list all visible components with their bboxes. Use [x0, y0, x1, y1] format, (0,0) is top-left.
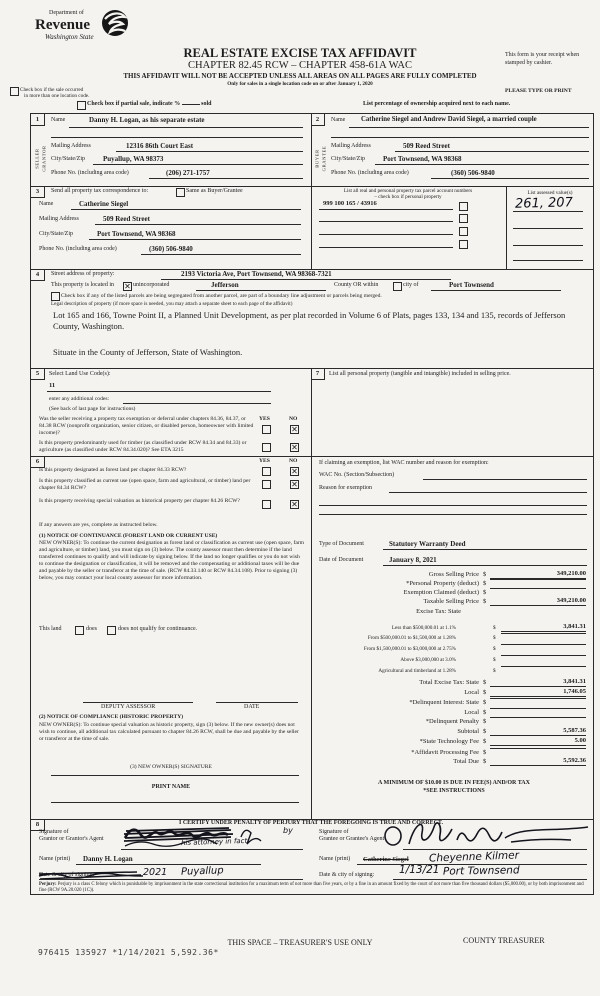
- minimum-note: A MINIMUM OF $10.00 IS DUE IN FEE(S) AND/OR TAX: [378, 780, 530, 786]
- deputy-assessor-line[interactable]: [83, 694, 193, 703]
- buyer-mailing-line: [395, 142, 589, 152]
- divider: [311, 114, 312, 269]
- see-back-note: (See back of last page for instructions): [49, 406, 136, 412]
- s6-question-2: Is this property classified as current use (open space, farm and agricultural, or timber) land per chapter 84.34 RCW?: [39, 478, 251, 491]
- checkbox-does-not-qualify[interactable]: [107, 626, 116, 635]
- grantor-date-city-label: Date & city of signing:: [39, 872, 95, 878]
- s3-mailing-line: [95, 215, 301, 225]
- form-warning: THIS AFFIDAVIT WILL NOT BE ACCEPTED UNLESS ALL AREAS ON ALL PAGES ARE FULLY COMPLETED: [123, 72, 477, 80]
- percent-blank-line: [182, 104, 200, 105]
- checkbox-unincorporated[interactable]: [123, 282, 132, 291]
- county-line: [196, 281, 326, 291]
- legal-desc-label: Legal description of property (if more space is needed, you may attach a separate sheet to each page of the affidavit): [51, 301, 293, 307]
- fee-label: Exemption Claimed (deduct): [403, 589, 479, 596]
- s5-question-2: Is this property predominantly used for timber (as classified under RCW 84.34 and 84.33) or agriculture (as classified under RCW 84.34.020)? See ETA 3215: [39, 440, 247, 453]
- dollar-sign: $: [493, 646, 496, 652]
- county-value: Jefferson: [211, 281, 239, 289]
- see-instructions-note: *SEE INSTRUCTIONS: [423, 788, 485, 794]
- attorney-in-fact-note: his attorney in fact: [180, 836, 248, 848]
- assessor-date-label: DATE: [244, 704, 260, 710]
- parcels-heading-1: List all real and personal property tax parcel account numbers: [343, 188, 473, 194]
- check-x-icon: ✕: [291, 425, 298, 434]
- seller-city-line: [93, 155, 303, 165]
- s3-phone-line: [141, 245, 301, 255]
- assessed-line-2: [513, 219, 583, 229]
- form-only-note: Only for sales in a single location code on or after January 1, 2020: [227, 80, 373, 87]
- grantor-name-print-label: Name (print): [39, 856, 71, 862]
- logo-washington-state: Washington State: [45, 32, 94, 41]
- doc-type-line: [383, 540, 587, 550]
- cb-partial-label: Check box if partial sale, indicate %: [87, 101, 181, 107]
- checkbox-multiple-location[interactable]: [10, 87, 19, 96]
- grantor-city-hand: Puyallup: [180, 865, 224, 878]
- check-x-icon: ✕: [291, 480, 298, 489]
- parcel-line-1: [319, 200, 453, 210]
- ownership-note: List percentage of ownership acquired next to each name.: [363, 101, 511, 107]
- check-x-icon: ✕: [291, 500, 298, 509]
- same-as-label: Same as Buyer/Grantee: [186, 188, 243, 194]
- total-value: [490, 708, 586, 709]
- type-or-print: PLEASE TYPE OR PRINT: [505, 88, 572, 94]
- assessor-date-line[interactable]: [216, 694, 298, 703]
- fee-value: [490, 588, 586, 589]
- dollar-sign: $: [483, 679, 487, 686]
- buyer-name-label: Name: [331, 117, 346, 123]
- cb-partial-sold: sold: [201, 101, 212, 107]
- checkbox-s6q3-yes[interactable]: [262, 500, 271, 509]
- check-x-icon: ✕: [291, 467, 298, 476]
- rate-label: Agricultural and timberland at 1.28%: [378, 668, 456, 674]
- s3-name-line: [71, 200, 301, 210]
- section3-heading: Send all property tax correspondence to:: [51, 188, 149, 194]
- grantee-name-hand: Cheyenne Kilmer: [428, 849, 520, 865]
- grantee-signature-scribble: [383, 816, 593, 850]
- fee-label: Taxable Selling Price: [423, 598, 479, 605]
- s3-name-value: Catherine Siegel: [79, 200, 129, 208]
- buyer-phone-line: [431, 169, 589, 179]
- checkbox-s5q1-no[interactable]: [290, 425, 299, 434]
- treasurer-space-label: THIS SPACE – TREASURER'S USE ONLY: [227, 938, 373, 947]
- checkbox-partial-sale[interactable]: [77, 101, 86, 110]
- form-title: REAL ESTATE EXCISE TAX AFFIDAVIT: [183, 46, 417, 60]
- s6-no-header: NO: [289, 458, 298, 464]
- reason-label: Reason for exemption: [319, 485, 372, 491]
- total-label: *State Technology Fee: [419, 738, 479, 745]
- total-value: 3,841.31: [490, 678, 586, 687]
- notice2-text: NEW OWNER(S): To continue special valuation as historic property, sign (3) below. If the new owner(s) does not wish to continue, all additional tax calculated pursuant to chapter 84.26 RCW, shall be due and payable by the seller or transferor at the time of sale.: [39, 722, 299, 742]
- dollar-sign: $: [483, 699, 487, 706]
- total-label: *Delinquent Penalty: [425, 718, 479, 725]
- dollar-sign: $: [483, 598, 487, 605]
- notice2-title: (2) NOTICE OF COMPLIANCE (HISTORIC PROPERTY): [39, 714, 184, 720]
- total-label: *Affidavit Processing Fee: [411, 749, 479, 756]
- grantee-name-line: [357, 855, 587, 865]
- cb-location-text-2: in more than one location code.: [24, 93, 90, 99]
- total-value: 5,587.36: [490, 727, 586, 736]
- doc-date-line: [383, 556, 587, 566]
- section-8-number: 8: [31, 819, 45, 831]
- checkbox-s6q1-no[interactable]: [290, 467, 299, 476]
- form-subtitle: CHAPTER 82.45 RCW – CHAPTER 458-61A WAC: [188, 60, 412, 71]
- dollar-sign: $: [483, 709, 487, 716]
- wac-line[interactable]: [423, 471, 587, 480]
- checkbox-personal-property-3[interactable]: [459, 227, 468, 236]
- buyer-phone-label: Phone No. (including area code): [331, 170, 409, 176]
- check-x-icon: ✕: [291, 443, 298, 452]
- dollar-sign: $: [483, 589, 487, 596]
- street-value: 2193 Victoria Ave, Port Townsend, WA 98368-7321: [181, 270, 332, 278]
- divider: [31, 456, 593, 457]
- rate-value: [501, 655, 586, 656]
- seller-name-line-2: [51, 127, 303, 138]
- divider: [506, 186, 507, 269]
- s3-mailing-value: 509 Reed Street: [103, 215, 150, 223]
- wac-label: WAC No. (Section/Subsection): [319, 472, 395, 478]
- dollar-sign: $: [483, 758, 487, 765]
- s5-yes-header: YES: [259, 416, 270, 422]
- parcel-line-2: [319, 212, 453, 222]
- additional-codes-line: [123, 395, 271, 404]
- dor-swirl-icon: [100, 8, 130, 38]
- fee-value: [490, 579, 586, 580]
- rate-value: [501, 666, 586, 667]
- fee-label: *Personal Property (deduct): [406, 580, 479, 587]
- parcels-heading-2: – check box if personal property: [374, 194, 442, 200]
- divider: [31, 186, 593, 187]
- checkbox-s6q2-yes[interactable]: [262, 480, 271, 489]
- fee-value: 349,210.00: [490, 597, 586, 606]
- s3-city-label: City/State/Zip: [39, 231, 73, 237]
- doc-date-label: Date of Document: [319, 557, 364, 563]
- checkbox-s6q2-no[interactable]: [290, 480, 299, 489]
- checkbox-city-of[interactable]: [393, 282, 402, 291]
- rate-value: 3,841.31: [501, 623, 586, 632]
- cb-partial-text: [87, 101, 212, 109]
- grantor-sig-label-2: Grantor or Grantor's Agent: [39, 836, 104, 842]
- checkbox-s6q3-no[interactable]: [290, 500, 299, 509]
- total-value: [490, 717, 586, 718]
- checkbox-segregated[interactable]: [51, 292, 60, 301]
- total-value: 1,746.05: [490, 688, 586, 697]
- dollar-sign: $: [493, 657, 496, 663]
- by-note: by: [283, 826, 293, 835]
- seller-phone-line: [149, 169, 303, 179]
- seller-mailing-value: 12316 86th Court East: [126, 142, 194, 150]
- assessed-value-1: 261, 207: [514, 195, 574, 212]
- if-yes-note: If any answers are yes, complete as instructed below.: [39, 522, 158, 528]
- city-line: [431, 281, 561, 291]
- excise-state-header: Excise Tax: State: [416, 608, 461, 615]
- assessed-line-4: [513, 251, 583, 261]
- notice1-title: (1) NOTICE OF CONTINUANCE (FOREST LAND OR CURRENT USE): [39, 533, 218, 539]
- s5-question-1: Was the seller receiving a property tax exemption or deferral under chapters 84.36, 84.37, or 84.38 RCW (nonprofit organization, senior citizen, or disabled person, homeowner with limited income)?: [39, 416, 254, 436]
- form-title-block: [60, 46, 540, 87]
- checkbox-s5q1-yes[interactable]: [262, 425, 271, 434]
- reason-line-3[interactable]: [319, 506, 587, 515]
- print-name-line[interactable]: [51, 794, 299, 803]
- land-use-line: [47, 382, 271, 392]
- grantee-name-print-label: Name (print): [319, 856, 351, 862]
- seller-name-label: Name: [51, 117, 66, 123]
- assessed-heading: List assessed value(s): [527, 190, 573, 196]
- logo-dept-of: Department of: [49, 10, 84, 16]
- street-label: Street address of property:: [51, 271, 115, 277]
- dollar-sign: $: [483, 571, 487, 578]
- checkbox-does-qualify[interactable]: [75, 626, 84, 635]
- does-label: does: [86, 626, 97, 632]
- total-value: 5,592.36: [490, 757, 586, 766]
- grantor-sig-label-1: Signature of: [39, 829, 69, 835]
- grantor-date-line[interactable]: [39, 869, 303, 880]
- parcel-line-3: [319, 225, 453, 235]
- county-treasurer-label: COUNTY TREASURER: [463, 936, 545, 945]
- s6-question-1: Is this property designated as forest land per chapter 84.33 RCW?: [39, 467, 187, 473]
- affidavit-form: [30, 113, 594, 895]
- dollar-sign: $: [483, 738, 487, 745]
- buyer-mailing-value: 509 Reed Street: [403, 142, 450, 150]
- s3-mailing-label: Mailing Address: [39, 216, 79, 222]
- grantor-name-print: Danny H. Logan: [83, 855, 133, 863]
- certify-statement: I CERTIFY UNDER PENALTY OF PERJURY THAT THE FOREGOING IS TRUE AND CORRECT.: [178, 820, 443, 826]
- seller-phone-label: Phone No. (including area code): [51, 170, 129, 176]
- grantee-name-typed: Catherine Siegel: [363, 856, 409, 863]
- city-value: Port Townsend: [449, 281, 494, 289]
- rate-label: Above $3,000,000 at 3.0%: [400, 657, 456, 663]
- doc-type-label: Type of Document: [319, 541, 364, 547]
- section-2-number: 2: [311, 114, 325, 126]
- assessed-line-1: [513, 202, 583, 212]
- dollar-sign: $: [483, 718, 487, 725]
- parcel-line-4: [319, 238, 453, 248]
- section-7-number: 7: [311, 368, 325, 380]
- total-label: Total Excise Tax: State: [419, 679, 479, 686]
- section-5-number: 5: [31, 368, 45, 380]
- unincorporated-label: unincorporated: [133, 282, 170, 288]
- s3-name-label: Name: [39, 201, 54, 207]
- county-or-label: County OR within: [334, 282, 379, 288]
- land-use-label: Select Land Use Code(s):: [49, 371, 111, 377]
- exemption-heading: If claiming an exemption, list WAC number and reason for exemption:: [319, 460, 489, 466]
- new-owners-signature-line[interactable]: [51, 767, 299, 776]
- total-label: *Delinquent Interest: State: [409, 699, 479, 706]
- rate-label: From $500,000.01 to $1,500,000 at 1.28%: [367, 635, 456, 641]
- receipt-note: This form is your receipt when stamped by cashier.: [505, 52, 580, 66]
- notice1-text: NEW OWNER(S): To continue the current designation as forest land or classification as current use (open space, farm and agriculture, or timber) land, you must sign on (3) below. The county assessor must then determine if the land transferred continues to qualify and will indicate by signing below. If the land no longer qualifies or you do not wish to continue the designation or classification, it will be removed and the compensating or additional taxes will be due and payable by the seller or transferor at the time of sale. (RCW 84.33.140 or RCW 84.34.108). Prior to signing (3) below, you may contact your local county assessor for more information.: [39, 540, 305, 581]
- deputy-assessor-label: DEPUTY ASSESSOR: [101, 704, 156, 710]
- new-owners-signature-label: (3) NEW OWNER(S) SIGNATURE: [130, 764, 212, 770]
- total-value: [490, 748, 586, 749]
- grantor-date-hand: 2021: [143, 867, 168, 878]
- checkbox-same-as-buyer[interactable]: [176, 188, 185, 197]
- segregated-text: Check box if any of the listed parcels are being segregated from another parcel, are part of a boundary line adjustment or parcels being merged.: [61, 293, 382, 299]
- dollar-sign: $: [493, 625, 496, 631]
- s3-phone-label: Phone No. (including area code): [39, 246, 117, 252]
- grantee-city-hand: Port Townsend: [442, 864, 520, 878]
- parcel-number-1: 999 100 165 / 43916: [323, 200, 377, 207]
- seller-phone-value: (206) 271-1757: [166, 169, 210, 177]
- rate-value: [501, 644, 586, 645]
- personal-property-text: List all personal property (tangible and intangible) included in selling price.: [329, 371, 511, 377]
- section-1-number: 1: [31, 114, 45, 126]
- assessed-line-3: [513, 236, 583, 246]
- s3-city-line: [89, 230, 301, 240]
- land-qualify-pre: This land: [39, 626, 62, 632]
- doc-date-value: January 8, 2021: [389, 556, 437, 564]
- s3-phone-value: (360) 506-9840: [149, 245, 193, 253]
- rate-value: [501, 633, 586, 634]
- seller-mailing-label: Mailing Address: [51, 143, 91, 149]
- street-line: [161, 270, 451, 280]
- total-value: 5.00: [490, 737, 586, 746]
- grantee-date-line[interactable]: [393, 869, 587, 880]
- doc-type-value: Statutory Warranty Deed: [389, 540, 466, 548]
- seller-side-label: SELLER: [34, 148, 40, 169]
- buyer-side-label: BUYER: [314, 149, 320, 168]
- section-4-number: 4: [31, 269, 45, 281]
- does-not-label: does not qualify for continuance.: [118, 626, 198, 632]
- total-label: Total Due: [453, 758, 479, 765]
- land-use-code: 11: [49, 382, 56, 389]
- dollar-sign: $: [483, 749, 487, 756]
- total-label: Local: [464, 709, 479, 716]
- section-6-number: 6: [31, 456, 45, 468]
- print-name-label: PRINT NAME: [151, 784, 191, 790]
- city-of-label: city of: [403, 282, 419, 288]
- buyer-phone-value: (360) 506-9840: [451, 169, 495, 177]
- checkbox-personal-property-2[interactable]: [459, 214, 468, 223]
- total-value: [490, 698, 586, 699]
- section-3-number: 3: [31, 186, 45, 198]
- cb-location-text-1: Check box if the sale occurred: [20, 87, 84, 93]
- perjury-lead: Perjury:: [39, 882, 57, 887]
- situate-text: Situate in the County of Jefferson, State of Washington.: [53, 347, 243, 357]
- checkbox-personal-property-1[interactable]: [459, 202, 468, 211]
- buyer-mailing-label: Mailing Address: [331, 143, 371, 149]
- total-label: Subtotal: [457, 728, 479, 735]
- rate-label: From $1,500,000.01 to $3,000,000 at 2.75%: [363, 646, 456, 652]
- checkbox-s5q2-no[interactable]: [290, 443, 299, 452]
- grantee-date-hand: 1/13/21: [399, 864, 440, 876]
- buyer-city-label: City/State/Zip: [331, 156, 365, 162]
- checkbox-personal-property-4[interactable]: [459, 240, 468, 249]
- dor-logo: [35, 10, 94, 41]
- grantee-sig-label-1: Signature of: [319, 829, 349, 835]
- buyer-city-value: Port Townsend, WA 98368: [383, 155, 462, 163]
- s6-question-3: Is this property receiving special valuation as historical property per chapter 84.26 RCW?: [39, 498, 240, 504]
- rate-label: Less than $500,000.01 at 1.1%: [391, 625, 456, 631]
- check-x-icon: ✕: [124, 282, 131, 291]
- fee-label: Gross Selling Price: [428, 571, 479, 578]
- reason-line-2[interactable]: [319, 497, 587, 506]
- legal-description: Lot 165 and 166, Towne Point II, a Planned Unit Development, as per plat recorded in Volume 6 of Plats, pages 133, 134 and 135, records of Jefferson County, Washington.: [53, 310, 566, 331]
- dollar-sign: $: [493, 635, 496, 641]
- buyer-city-line: [375, 155, 589, 165]
- buyer-name-value: Catherine Siegel and Andrew David Siegel, a married couple: [361, 116, 537, 123]
- s3-city-value: Port Townsend, WA 98368: [97, 230, 176, 238]
- perjury-statement: [39, 882, 587, 894]
- seller-name-value: Danny H. Logan, as his separate estate: [89, 116, 205, 124]
- dollar-sign: $: [493, 668, 496, 674]
- seller-city-label: City/State/Zip: [51, 156, 85, 162]
- checkbox-s5q2-yes[interactable]: [262, 443, 271, 452]
- grantor-name-line: [76, 855, 261, 865]
- grantor-side-label: GRANTOR: [41, 145, 47, 172]
- s5-no-header: NO: [289, 416, 298, 422]
- dollar-sign: $: [483, 728, 487, 735]
- treasurer-stamp: 976415 135927 *1/14/2021 5,592.36*: [38, 948, 219, 957]
- perjury-text: Perjury is a class C felony which is punishable by imprisonment in the state correctional institution for a maximum term of not more than five years, or by a fine in an amount fixed by the court of not more than five thousand dollars ($5,000.00), or by both imprisonment and fine (RCW 9A.20.020 (1C)).: [39, 882, 584, 893]
- additional-codes-label: enter any additional codes:: [49, 396, 110, 402]
- grantee-sig-label-2: Grantee or Grantee's Agent: [319, 836, 385, 842]
- dollar-sign: $: [483, 689, 487, 696]
- buyer-name-line-2: [331, 127, 589, 138]
- s6-yes-header: YES: [259, 458, 270, 464]
- fee-value: 349,210.00: [490, 570, 586, 579]
- grantee-side-label: GRANTEE: [321, 145, 327, 172]
- located-pre: This property is located in: [51, 282, 114, 288]
- dollar-sign: $: [483, 580, 487, 587]
- seller-mailing-line: [116, 142, 303, 152]
- reason-line-1[interactable]: [389, 484, 587, 493]
- seller-city-value: Puyallup, WA 98373: [103, 155, 164, 163]
- checkbox-s6q1-yes[interactable]: [262, 467, 271, 476]
- logo-revenue: Revenue: [35, 16, 90, 33]
- grantee-date-city-label: Date & city of signing:: [319, 872, 375, 878]
- total-label: Local: [464, 689, 479, 696]
